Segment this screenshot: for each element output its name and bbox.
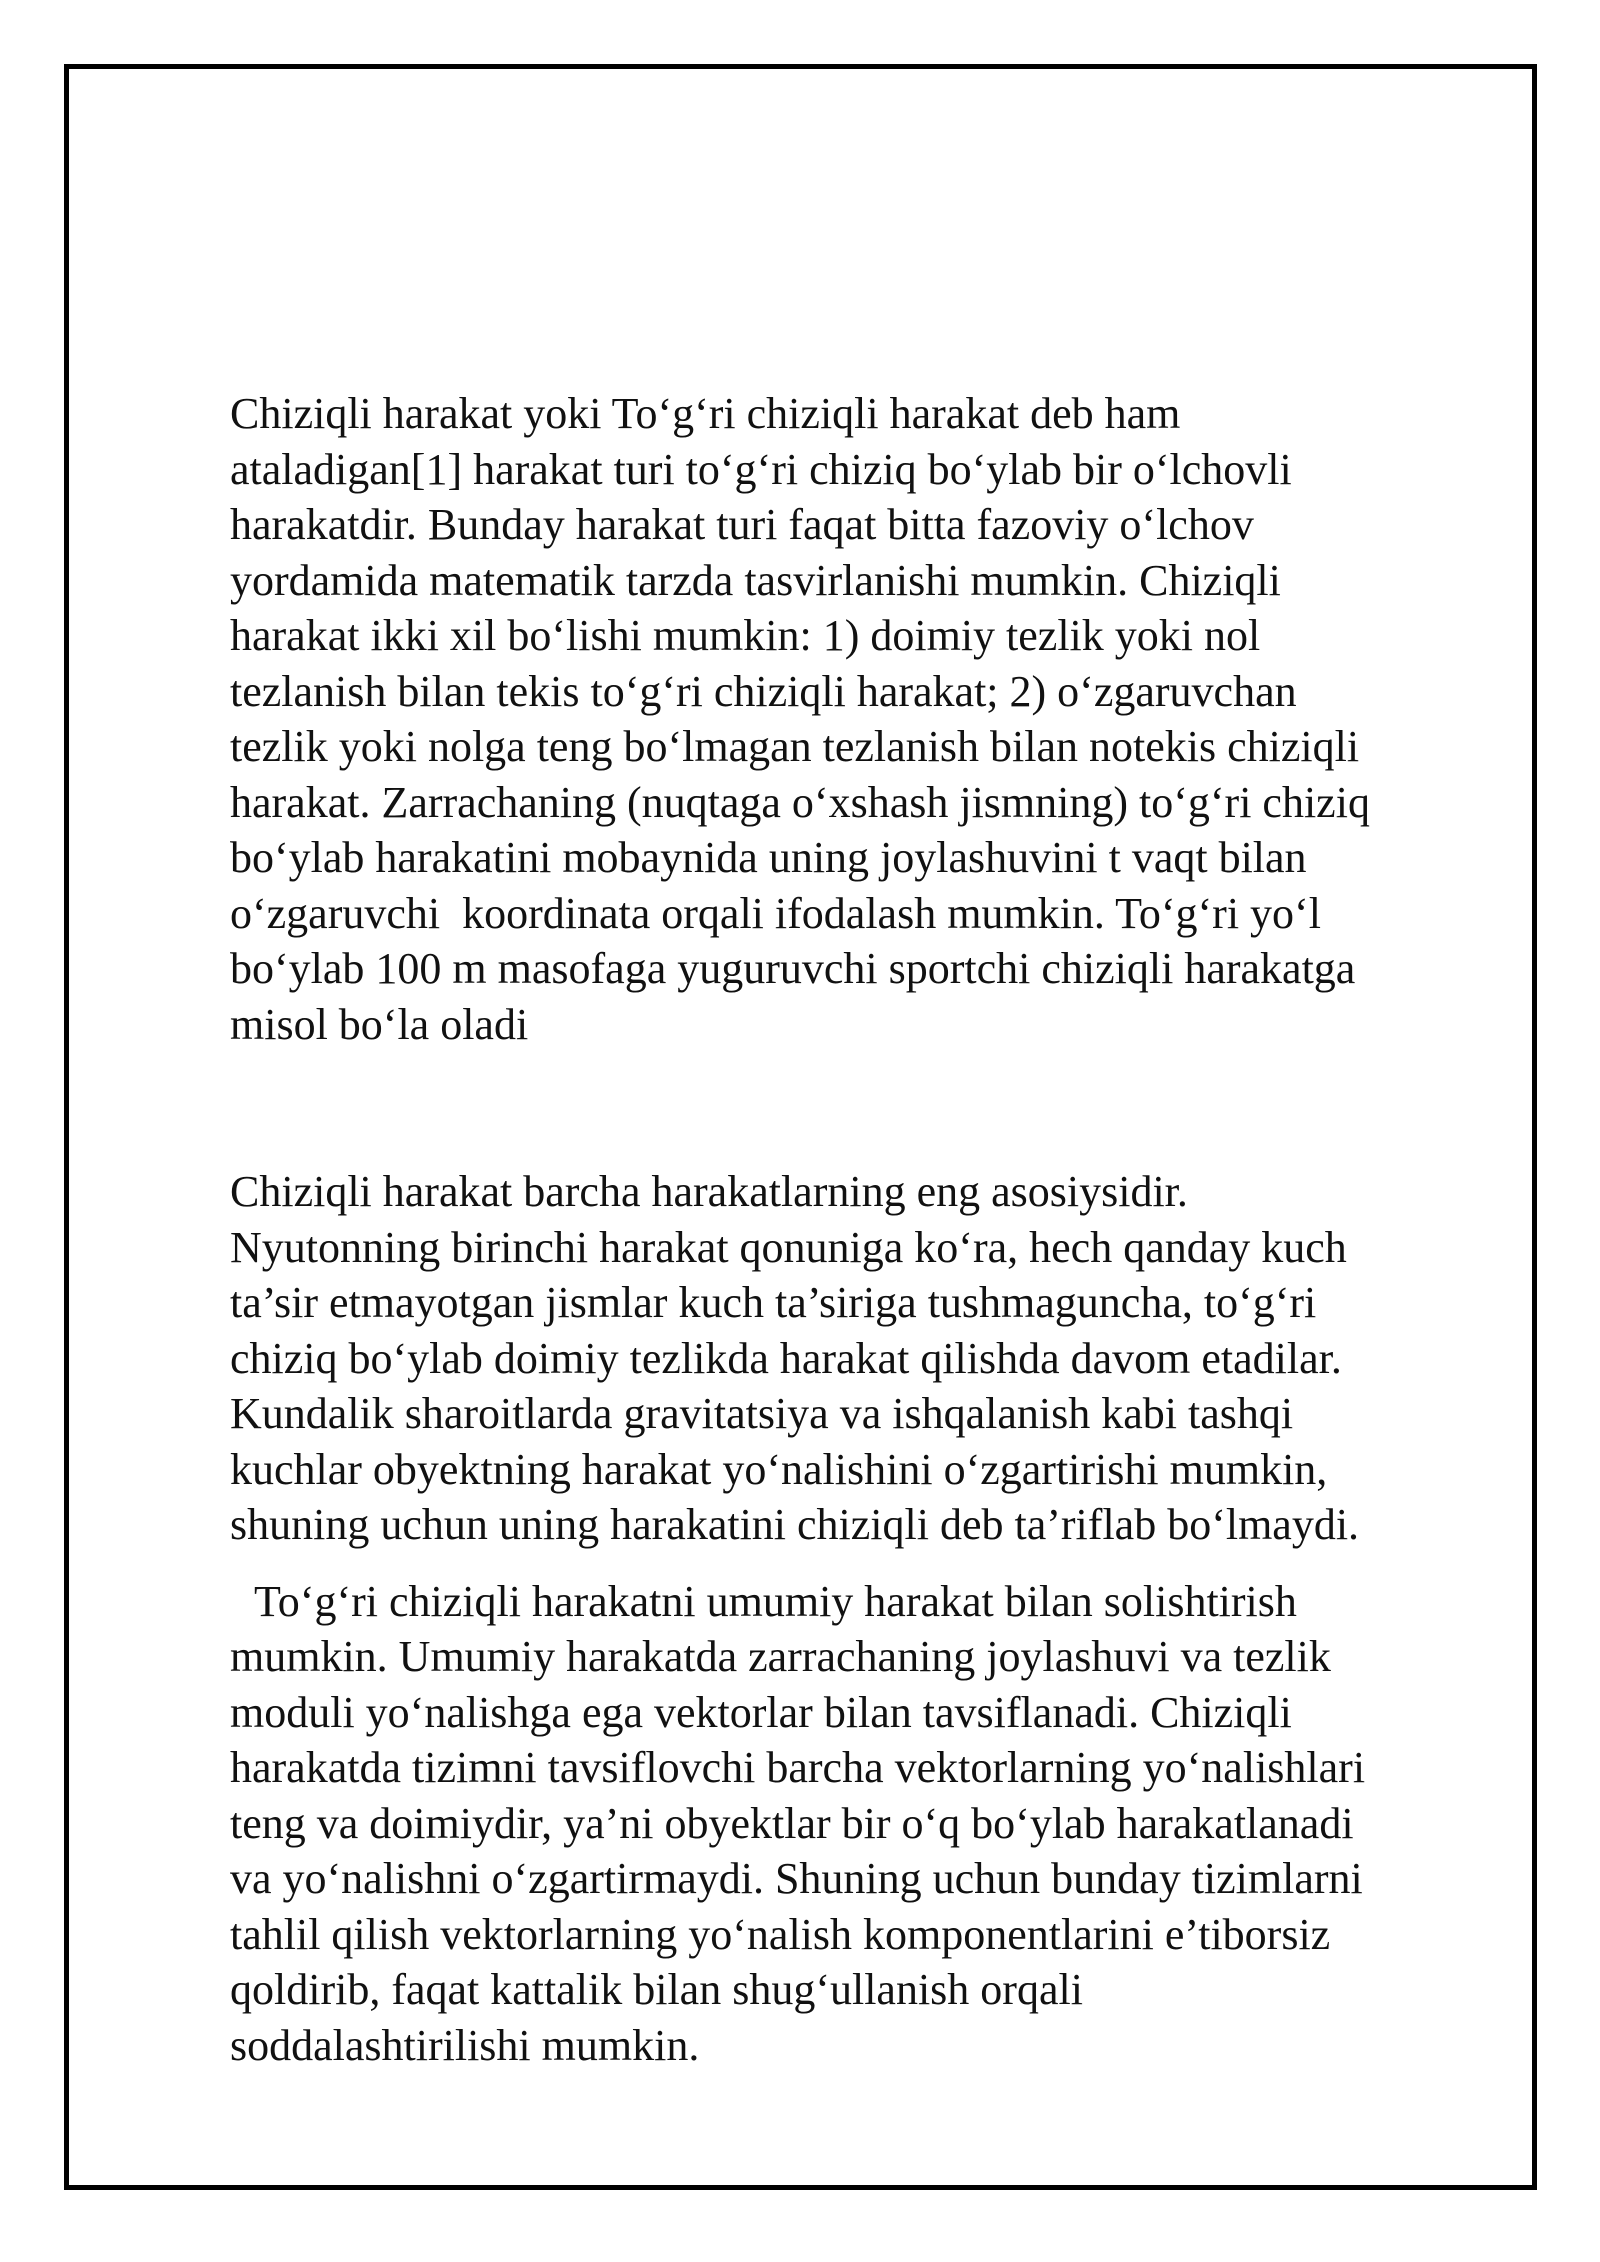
text-line: ta’sir etmayotgan jismlar kuch ta’siriga tushmaguncha, to‘g‘ri — [230, 1278, 1317, 1327]
text-line: Kundalik sharoitlarda gravitatsiya va ishqalanish kabi tashqi — [230, 1389, 1294, 1438]
text-line: mumkin. Umumiy harakatda zarrachaning joylashuvi va tezlik — [230, 1632, 1331, 1681]
text-line: misol bo‘la oladi — [230, 999, 529, 1049]
text-line: harakatda tizimni tavsiflovchi barcha vektorlarning yo‘nalishlari — [230, 1743, 1366, 1792]
text-line: tezlanish bilan tekis to‘g‘ri chiziqli harakat; 2) o‘zgaruvchan — [230, 666, 1297, 716]
text-line: tahlil qilish vektorlarning yo‘nalish komponentlarini e’tiborsiz — [230, 1909, 1331, 1959]
text-line: ataladigan[1] harakat turi to‘g‘ri chiziq bo‘ylab bir o‘lchovli — [230, 444, 1292, 494]
text-line: teng va doimiydir, ya’ni obyektlar bir o‘q bo‘ylab harakatlanadi — [230, 1798, 1354, 1848]
text-line: yordamida matematik tarzda tasvirlanishi mumkin. Chiziqli — [230, 555, 1281, 605]
text-line: o‘zgaruvchi koordinata orqali ifodalash mumkin. To‘g‘ri yo‘l — [230, 888, 1321, 938]
text-line: harakat ikki xil bo‘lishi mumkin: 1) doimiy tezlik yoki nol — [230, 611, 1261, 660]
text-line: Chiziqli harakat yoki To‘g‘ri chiziqli harakat deb ham — [230, 389, 1181, 438]
text-line: kuchlar obyektning harakat yo‘nalishini o‘zgartirishi mumkin, — [230, 1444, 1328, 1494]
text-line: bo‘ylab 100 m masofaga yuguruvchi sportchi chiziqli harakatga — [230, 944, 1356, 993]
paragraph-2 — [230, 1164, 1500, 1553]
paragraph-1 — [230, 386, 1500, 1052]
text-line: moduli yo‘nalishga ega vektorlar bilan tavsiflanadi. Chiziqli — [230, 1687, 1292, 1737]
text-line: soddalashtirilishi mumkin. — [230, 2020, 700, 2070]
text-line: To‘g‘ri chiziqli harakatni umumiy harakat bilan solishtirish — [254, 1576, 1297, 1626]
text-line: bo‘ylab harakatini mobaynida uning joylashuvini t vaqt bilan — [230, 833, 1307, 882]
text-line: Chiziqli harakat barcha harakatlarning eng asosiysidir. — [230, 1167, 1188, 1216]
text-line: qoldirib, faqat kattalik bilan shug‘ullanish orqali — [230, 1965, 1083, 2014]
text-line: va yo‘nalishni o‘zgartirmaydi. Shuning uchun bunday tizimlarni — [230, 1854, 1363, 1903]
text-line: tezlik yoki nolga teng bo‘lmagan tezlanish bilan notekis chiziqli — [230, 722, 1360, 771]
text-line: shuning uchun uning harakatini chiziqli deb ta’riflab bo‘lmaydi. — [230, 1500, 1360, 1549]
document-body — [230, 386, 1500, 2073]
text-line: harakat. Zarrachaning (nuqtaga o‘xshash jismning) to‘g‘ri chiziq — [230, 777, 1370, 827]
text-line: Nyutonning birinchi harakat qonuniga ko‘ra, hech qanday kuch — [230, 1222, 1347, 1272]
paragraph-3 — [230, 1574, 1500, 2074]
text-line: harakatdir. Bunday harakat turi faqat bitta fazoviy o‘lchov — [230, 500, 1254, 549]
text-line: chiziq bo‘ylab doimiy tezlikda harakat qilishda davom etadilar. — [230, 1333, 1342, 1383]
